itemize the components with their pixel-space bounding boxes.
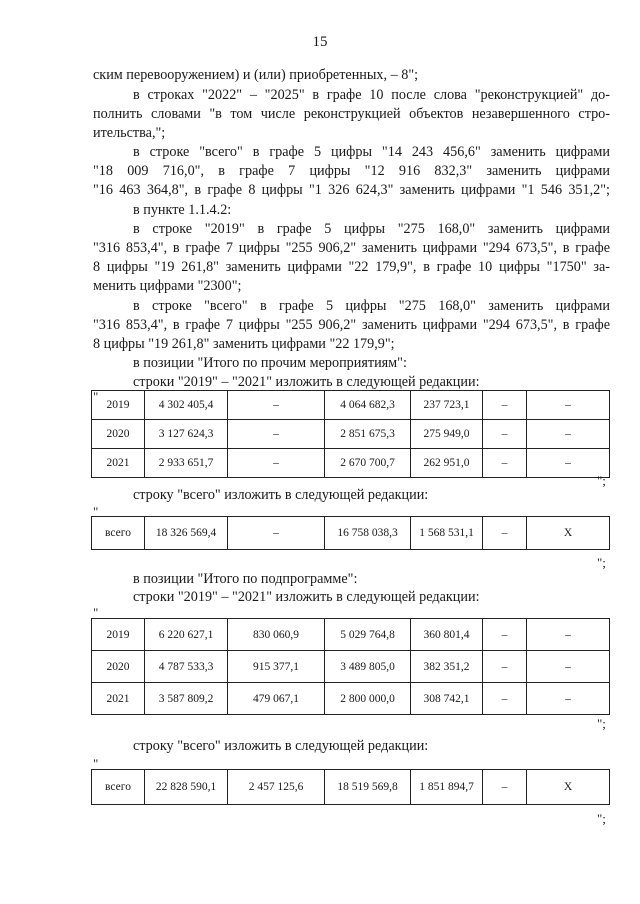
table-cell: – <box>483 391 527 420</box>
table-cell: 2019 <box>92 619 145 651</box>
table-cell: 5 029 764,8 <box>325 619 411 651</box>
table-cell: всего <box>92 770 145 805</box>
text-line: строку "всего" изложить в следующей редакции: <box>133 487 429 503</box>
table-cell: – <box>527 449 610 478</box>
table-row <box>92 420 610 449</box>
text-line: в строке "2019" в графе 5 цифры "275 168,0" заменить цифрами <box>133 221 610 237</box>
table-cell: 4 302 405,4 <box>145 391 228 420</box>
closing-quote: "; <box>597 555 606 570</box>
table-cell: – <box>527 619 610 651</box>
opening-quote: " <box>93 605 99 620</box>
table-cell: – <box>483 449 527 478</box>
closing-quote: "; <box>597 811 606 826</box>
table-prochie-2019-2021 <box>91 390 610 478</box>
table-cell: 2021 <box>92 683 145 715</box>
table-cell: – <box>483 683 527 715</box>
text-line: ительства,"; <box>93 125 166 141</box>
table-cell: – <box>483 619 527 651</box>
text-line: 8 цифры "19 261,8" заменить цифрами "22 179,9"; <box>93 336 395 352</box>
opening-quote: " <box>93 389 99 404</box>
text-line: в пункте 1.1.4.2: <box>133 202 232 218</box>
table-cell: 2020 <box>92 420 145 449</box>
table-cell: – <box>228 517 325 550</box>
opening-quote: " <box>93 504 99 519</box>
text-line: "16 463 364,8", в графе 8 цифры "1 326 624,3" заменить цифрами "1 546 351,2"; <box>93 182 610 198</box>
table-row <box>92 770 610 805</box>
table-cell: 2021 <box>92 449 145 478</box>
text-line: в строке "всего" в графе 5 цифры "275 168,0" заменить цифрами <box>133 298 610 314</box>
table-cell: 915 377,1 <box>228 651 325 683</box>
table-row <box>92 619 610 651</box>
text-line: в позиции "Итого по подпрограмме": <box>133 571 358 587</box>
table-cell: Х <box>527 517 610 550</box>
table-cell: – <box>527 683 610 715</box>
table-cell: 6 220 627,1 <box>145 619 228 651</box>
text-line: строки "2019" – "2021" изложить в следующей редакции: <box>133 589 480 605</box>
table-podprogramma-vsego <box>91 769 610 805</box>
table-podprogramma-2019-2021 <box>91 618 610 715</box>
text-line: строку "всего" изложить в следующей редакции: <box>133 738 429 754</box>
table-cell: 3 489 805,0 <box>325 651 411 683</box>
table-cell: – <box>483 420 527 449</box>
text-line: "18 009 716,0", в графе 7 цифры "12 916 832,3" заменить цифрами <box>93 163 610 179</box>
text-line: "316 853,4", в графе 7 цифры "255 906,2" заменить цифрами "294 673,5", в графе <box>93 240 610 256</box>
table-cell: – <box>527 391 610 420</box>
table-cell: – <box>483 517 527 550</box>
table-cell: 18 519 569,8 <box>325 770 411 805</box>
table-cell: 2 851 675,3 <box>325 420 411 449</box>
table-cell: 262 951,0 <box>411 449 483 478</box>
closing-quote: "; <box>597 716 606 731</box>
table-cell: 18 326 569,4 <box>145 517 228 550</box>
table-cell: 1 851 894,7 <box>411 770 483 805</box>
table-cell: 479 067,1 <box>228 683 325 715</box>
table-cell: 237 723,1 <box>411 391 483 420</box>
text-line: "316 853,4", в графе 7 цифры "255 906,2" заменить цифрами "294 673,5", в графе <box>93 317 610 333</box>
table-cell: 382 351,2 <box>411 651 483 683</box>
table-cell: – <box>527 420 610 449</box>
table-cell: 2 933 651,7 <box>145 449 228 478</box>
table-cell: 4 064 682,3 <box>325 391 411 420</box>
table-cell: 16 758 038,3 <box>325 517 411 550</box>
table-cell: 22 828 590,1 <box>145 770 228 805</box>
closing-quote: "; <box>597 473 606 488</box>
table-cell: – <box>483 770 527 805</box>
table-cell: 2 670 700,7 <box>325 449 411 478</box>
text-line: 8 цифры "19 261,8" заменить цифрами "22 179,9", в графе 10 цифры "1750" за- <box>93 259 610 275</box>
table-cell: 360 801,4 <box>411 619 483 651</box>
text-line: полнить словами "в том числе реконструкцией объектов незавершенного стро- <box>93 106 610 122</box>
table-row <box>92 517 610 550</box>
table-cell: – <box>228 420 325 449</box>
text-line: менить цифрами "2300"; <box>93 278 242 294</box>
table-cell: 830 060,9 <box>228 619 325 651</box>
text-line: в строке "всего" в графе 5 цифры "14 243 456,6" заменить цифрами <box>133 144 610 160</box>
table-cell: – <box>527 651 610 683</box>
table-cell: – <box>483 651 527 683</box>
page-number: 15 <box>312 34 328 50</box>
text-line: в позиции "Итого по прочим мероприятиям": <box>133 355 407 371</box>
table-row <box>92 651 610 683</box>
table-row <box>92 683 610 715</box>
table-cell: 4 787 533,3 <box>145 651 228 683</box>
text-line: в строках "2022" – "2025" в графе 10 после слова "реконструкцией" до- <box>133 87 610 103</box>
table-cell: – <box>228 449 325 478</box>
table-cell: – <box>228 391 325 420</box>
table-cell: 275 949,0 <box>411 420 483 449</box>
table-cell: 2020 <box>92 651 145 683</box>
table-cell: 1 568 531,1 <box>411 517 483 550</box>
text-line: ским перевооружением) и (или) приобретенных, – 8"; <box>93 67 419 83</box>
table-prochie-vsego <box>91 516 610 550</box>
text-line: строки "2019" – "2021" изложить в следующей редакции: <box>133 374 480 390</box>
table-cell: 3 587 809,2 <box>145 683 228 715</box>
table-cell: 2019 <box>92 391 145 420</box>
table-cell: 3 127 624,3 <box>145 420 228 449</box>
opening-quote: " <box>93 756 99 771</box>
table-row <box>92 391 610 420</box>
table-cell: 2 800 000,0 <box>325 683 411 715</box>
table-cell: 2 457 125,6 <box>228 770 325 805</box>
table-cell: всего <box>92 517 145 550</box>
table-cell: Х <box>527 770 610 805</box>
table-cell: 308 742,1 <box>411 683 483 715</box>
table-row <box>92 449 610 478</box>
